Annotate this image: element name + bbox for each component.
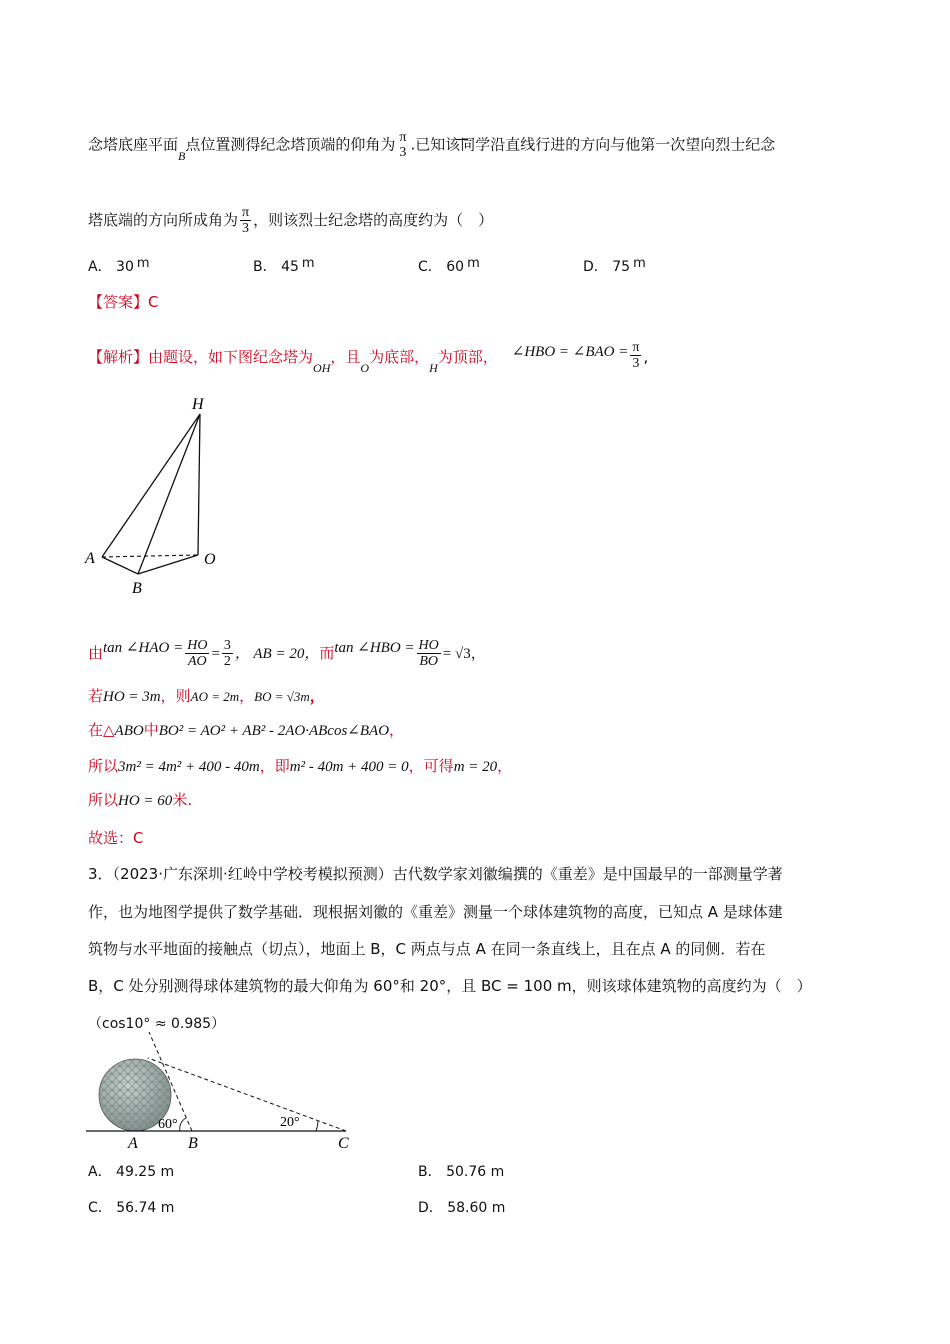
analysis-line: 【解析】由题设，如下图纪念塔为$_{OH}$，且$_O$为底部，$_H$为顶部， ∠HBO = ∠BAO = $\frac{\pi}{3}$ ,: [88, 340, 649, 375]
q3-option-c[interactable]: C． 56.74 m: [88, 1200, 175, 1216]
label-a: A: [85, 550, 95, 567]
label-a: A: [128, 1135, 138, 1152]
angle-60-label: 60°: [158, 1117, 178, 1132]
answer-tag: 【答案】: [88, 293, 149, 311]
q3-line1: 3．（2023·广东深圳·红岭中学校考模拟预测）古代数学家刘徽编撰的《重差》是中国最早的一部测量学著: [88, 865, 783, 883]
fraction-pi-3: π 3: [399, 130, 407, 160]
edge-ha: [102, 414, 200, 557]
step1: 由tan ∠HAO = $\frac{HO}{AO}$ = $\frac{3}{2}$ ， AB = 20，而tan ∠HBO = $\frac{HO}{BO}$ = √3，: [88, 638, 486, 669]
edge-ab: [102, 557, 138, 574]
q2-option-a[interactable]: A． 30 m: [88, 256, 150, 275]
q3-line3: 筑物与水平地面的接触点（切点），地面上 B，C 两点与点 A 在同一条直线上，且在点 A 的同侧．若在: [88, 940, 766, 958]
answer-value: C: [148, 293, 159, 311]
edge-ho: [198, 414, 200, 555]
edge-ao: [102, 555, 198, 557]
edge-hb: [138, 414, 200, 574]
fraction-ho-ao: $\frac{HO}{AO}$: [187, 638, 208, 669]
q2-text: ，则该烈士纪念塔的高度约为（ ）: [253, 211, 494, 229]
analysis-tag: 【解析】: [88, 348, 149, 366]
q3-option-b[interactable]: B． 50.76 m: [418, 1164, 505, 1180]
q2-text: 点位置测得纪念塔顶端的仰角为: [185, 135, 396, 154]
oh-label: OH: [313, 361, 331, 375]
q3-line4: B，C 处分别测得球体建筑物的最大仰角为 60°和 20°，且 BC = 100 m，则该球体建筑物的高度约为（ ）: [88, 977, 812, 995]
tower-figure: [80, 392, 240, 602]
point-b-label: B: [178, 148, 186, 163]
q3-line2: 作，也为地图学提供了数学基础．现根据刘徽的《重差》测量一个球体建筑物的高度，已知点 A 是球体建: [88, 903, 783, 921]
edge-bo: [138, 555, 198, 574]
label-b: B: [132, 580, 142, 597]
q3-option-d[interactable]: D． 58.60 m: [418, 1200, 506, 1216]
q3-option-a[interactable]: A． 49.25 m: [88, 1164, 175, 1180]
fraction-3-2: $\frac{3}{2}$: [223, 638, 231, 669]
q2-option-c[interactable]: C． 60 m: [418, 256, 480, 275]
angle-20-label: 20°: [280, 1115, 300, 1130]
fraction-pi-3: $\frac{\pi}{3}$: [242, 205, 250, 236]
step2: 若HO = 3m，则AO = 2m，BO = √3m，: [88, 687, 325, 705]
step3: 在△ABO中BO² = AO² + AB² - 2AO·ABcos∠BAO，: [88, 721, 405, 739]
q2-option-d[interactable]: D． 75 m: [583, 256, 646, 275]
q2-text: 塔底端的方向所成角为: [88, 211, 239, 229]
o-label: O: [360, 361, 370, 375]
q2-text: 念塔底座平面: [88, 135, 179, 154]
conclusion: 故选：C: [88, 829, 144, 847]
q2-option-b[interactable]: B． 45 m: [253, 256, 315, 275]
angle-equation: ∠HBO = ∠BAO =: [511, 344, 629, 360]
step5: 所以HO = 60米.: [88, 791, 193, 809]
label-c: C: [338, 1135, 349, 1152]
step4: 所以3m² = 4m² + 400 - 40m，即m² - 40m + 400 = 0，可得m = 20，: [88, 757, 513, 775]
h-label: H: [429, 361, 438, 375]
label-b: B: [188, 1135, 198, 1152]
fraction-pi-3: $\frac{\pi}{3}$: [632, 340, 640, 371]
sightline-c: [148, 1058, 346, 1131]
q2-line1: [88, 130, 776, 163]
answer-line: [88, 292, 159, 312]
sphere-figure: [84, 1030, 364, 1155]
label-h: H: [192, 396, 204, 413]
label-o: O: [204, 551, 216, 568]
fraction-ho-bo: $\frac{HO}{BO}$: [418, 638, 439, 669]
q2-text: .已知该同学沿直线行进的方向与他第一次望向烈士纪念: [410, 135, 776, 154]
q3-hint: （cos10° ≈ 0.985）: [88, 1016, 226, 1032]
q2-line2: [88, 205, 493, 236]
